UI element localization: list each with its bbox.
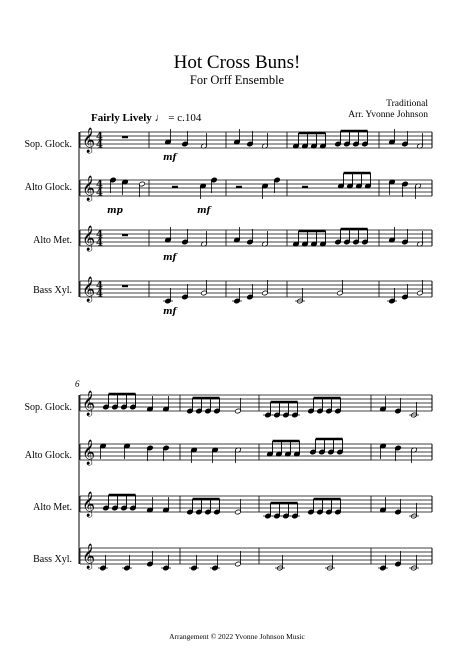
measure-number: 6 [75, 379, 80, 389]
half-rest [172, 186, 178, 188]
dynamic-marking: mp [107, 206, 123, 216]
time-signature-bottom: 4 [96, 139, 103, 151]
whole-rest [122, 234, 128, 236]
instrument-label-alto-met-2: Alto Met. [33, 502, 72, 513]
time-signature-top: 4 [96, 131, 103, 143]
instrument-label-alto-glock-1: Alto Glock. [24, 182, 72, 193]
dynamic-marking: mf [197, 206, 211, 216]
time-signature-top: 4 [96, 280, 103, 292]
treble-clef-icon: 𝄞 [82, 492, 96, 517]
treble-clef-icon: 𝄞 [82, 277, 96, 302]
score-title: Hot Cross Buns! [173, 52, 301, 73]
treble-clef-icon: 𝄞 [82, 440, 96, 465]
dynamic-marking: mf [163, 307, 177, 317]
time-signature-top: 4 [96, 229, 103, 241]
score-subtitle: For Orff Ensemble [189, 73, 285, 87]
treble-clef-icon: 𝄞 [82, 176, 96, 201]
dynamic-marking: mf [163, 253, 177, 263]
instrument-label-bass-xyl-1: Bass Xyl. [33, 285, 72, 296]
tempo-metronome: ♩ = c.104 [154, 112, 202, 124]
tempo-text: Fairly Lively [91, 112, 152, 124]
copyright-footer: Arrangement © 2022 Yvonne Johnson Music [169, 632, 305, 641]
time-signature-bottom: 4 [96, 237, 103, 249]
instrument-label-sop-glock-2: Sop. Glock. [24, 402, 72, 413]
instrument-label-alto-met-1: Alto Met. [33, 235, 72, 246]
dynamic-marking: mf [163, 153, 177, 163]
composer-credit: Traditional [386, 99, 428, 109]
time-signature-top: 4 [96, 179, 103, 191]
instrument-label-alto-glock-2: Alto Glock. [24, 450, 72, 461]
treble-clef-icon: 𝄞 [82, 544, 96, 569]
instrument-label-sop-glock-1: Sop. Glock. [24, 139, 72, 150]
treble-clef-icon: 𝄞 [82, 226, 96, 251]
half-rest [302, 186, 308, 188]
instrument-label-bass-xyl-2: Bass Xyl. [33, 554, 72, 565]
arranger-credit: Arr. Yvonne Johnson [348, 110, 428, 120]
time-signature-bottom: 4 [96, 187, 103, 199]
whole-rest [122, 136, 128, 138]
half-rest [236, 186, 242, 188]
whole-rest [122, 285, 128, 287]
time-signature-bottom: 4 [96, 288, 103, 300]
treble-clef-icon: 𝄞 [82, 391, 96, 416]
treble-clef-icon: 𝄞 [82, 128, 96, 153]
